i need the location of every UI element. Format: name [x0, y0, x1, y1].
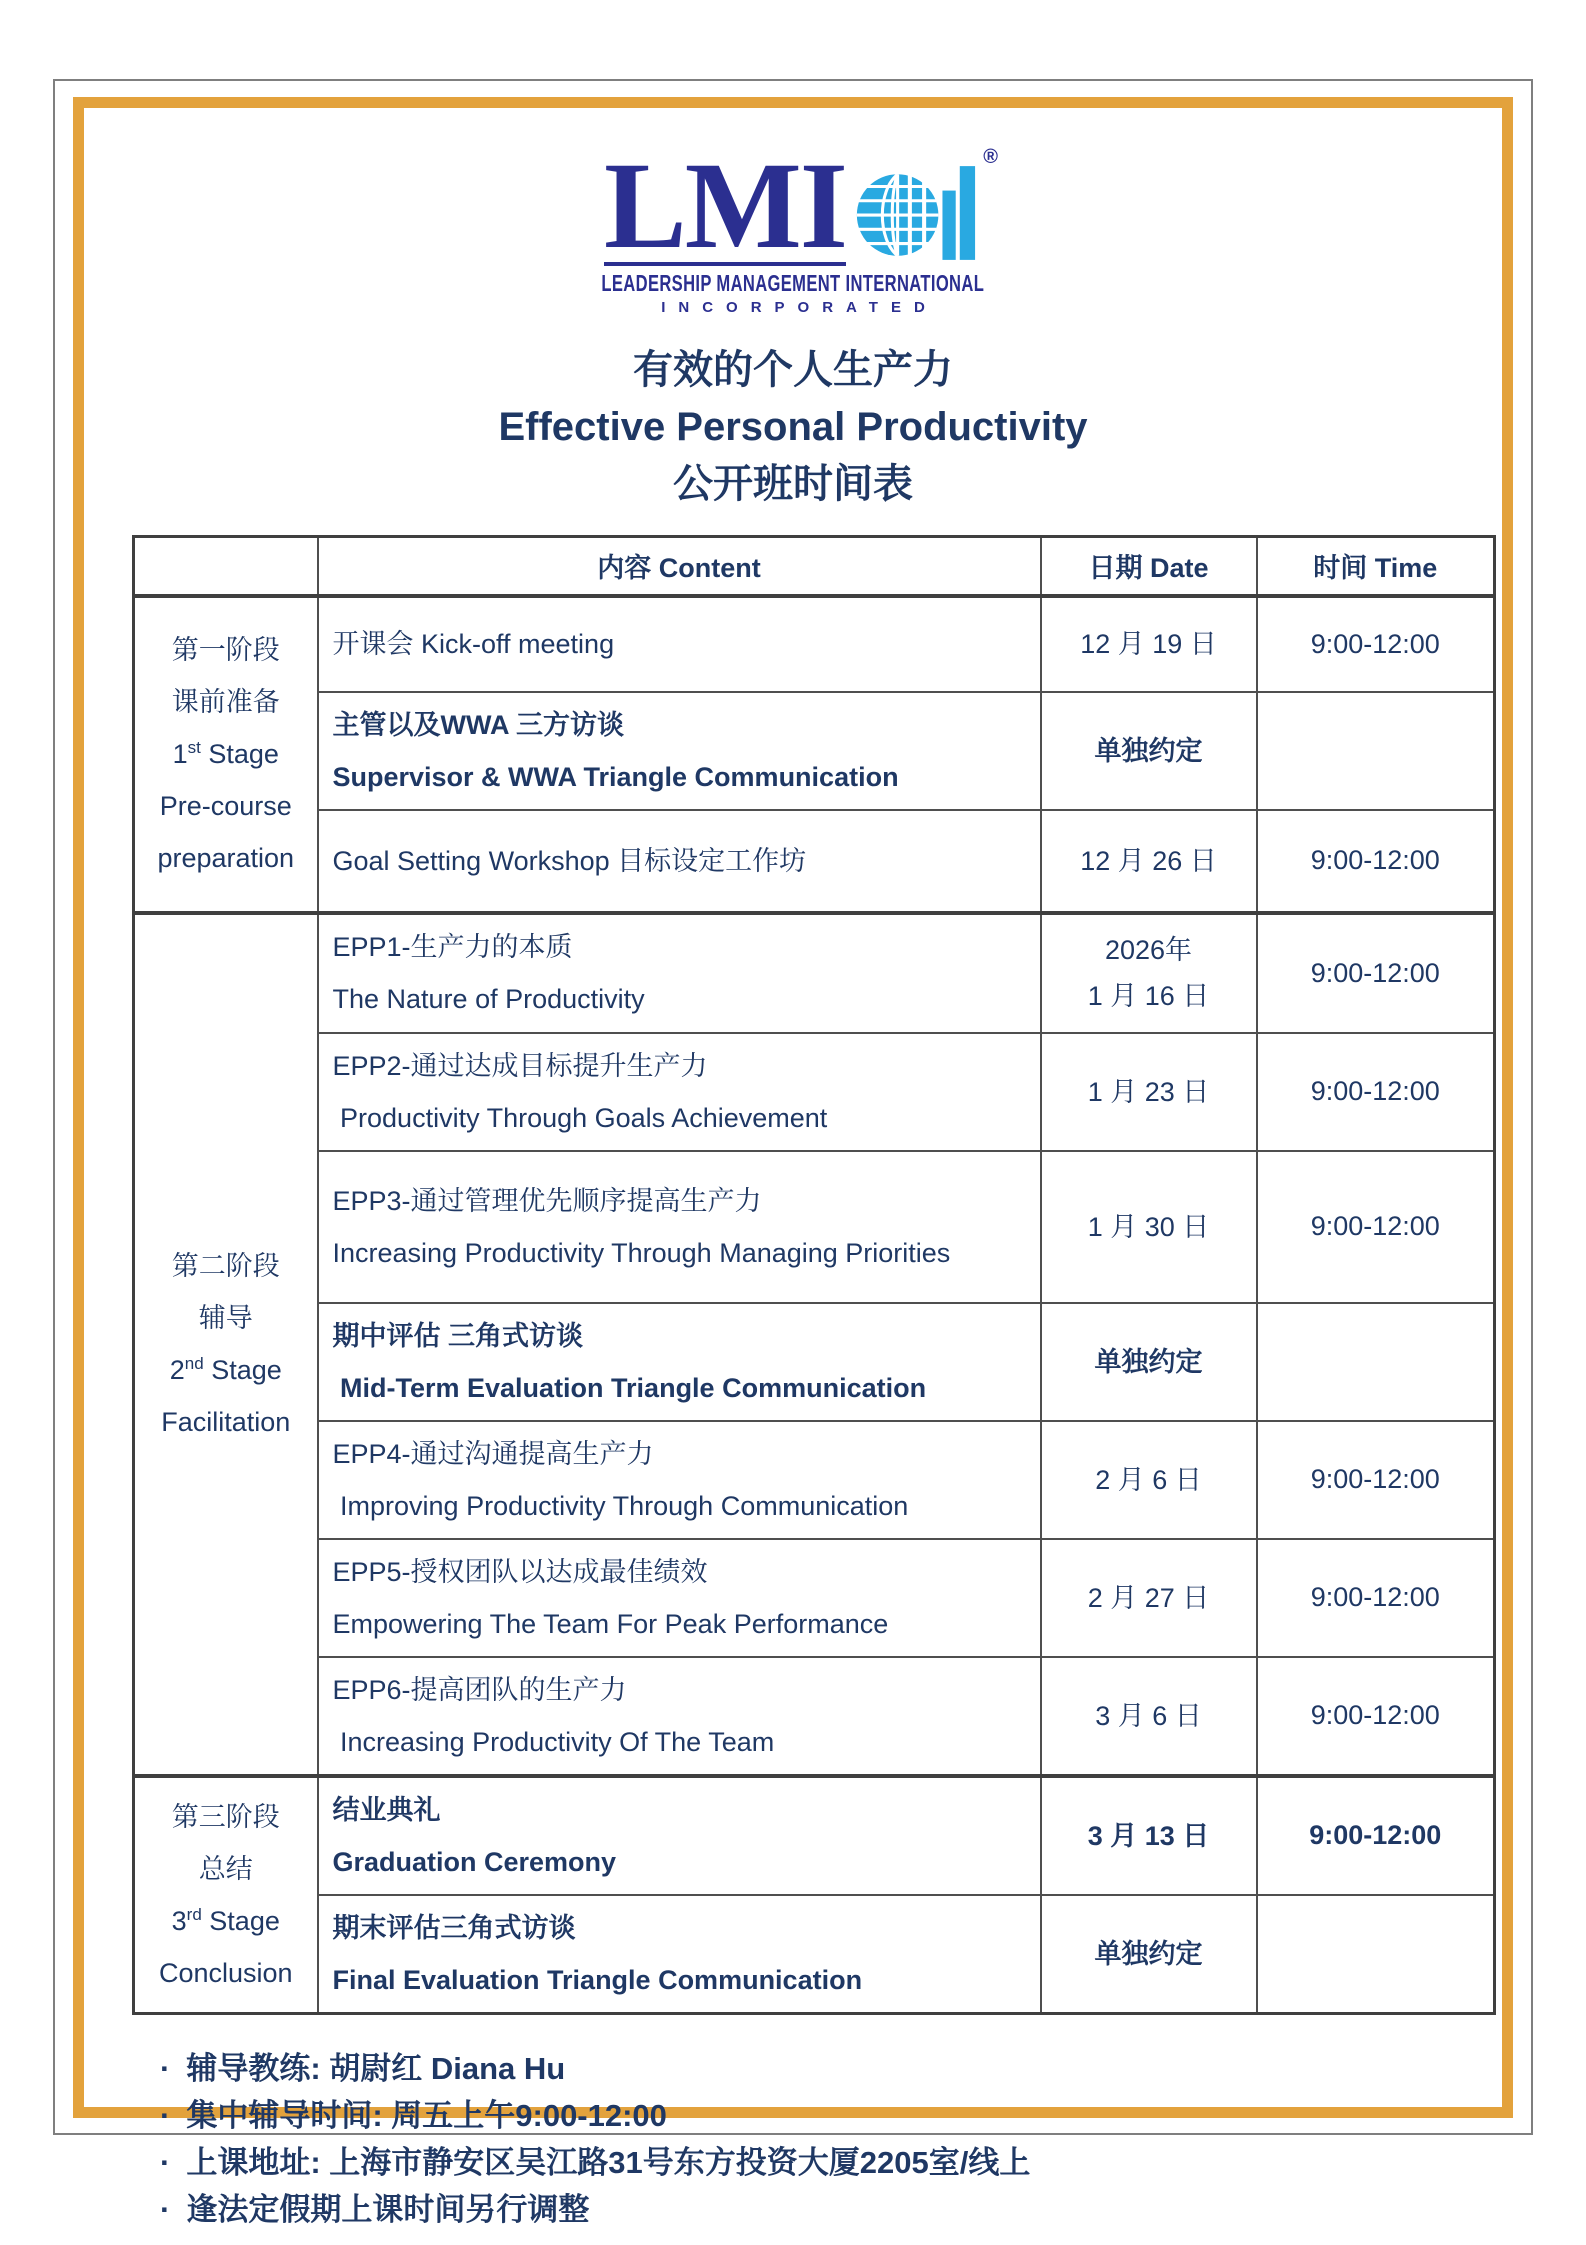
date-cell: 单独约定 [1041, 1895, 1257, 2014]
note-holiday: · 逢法定假期上课时间另行调整 [160, 2186, 1502, 2233]
time-cell: 9:00-12:00 [1257, 1421, 1495, 1539]
date-cell: 2 月 27 日 [1041, 1539, 1257, 1657]
logo-company-name: LEADERSHIP MANAGEMENT INTERNATIONAL [601, 270, 985, 296]
header-content: 内容 Content [318, 537, 1041, 596]
note-address: · 上课地址: 上海市静安区吴江路31号东方投资大厦2205室/线上 [160, 2139, 1502, 2186]
document-title [84, 342, 1502, 513]
lmi-logo [84, 137, 1502, 316]
table-row [134, 913, 1495, 1033]
content-cell: 主管以及WWA 三方访谈 Supervisor & WWA Triangle Communication [318, 692, 1041, 810]
title-en: Effective Personal Productivity [498, 405, 1088, 449]
date-cell: 1 月 23 日 [1041, 1033, 1257, 1151]
time-cell: 9:00-12:00 [1257, 1151, 1495, 1303]
lmi-logo-top [604, 137, 998, 274]
table-row [134, 1895, 1495, 2014]
title-subtitle-zh: 公开班时间表 [673, 462, 913, 506]
footer-notes [84, 2045, 1502, 2233]
stage-3-cell: 第三阶段 总结 3rd Stage Conclusion [134, 1776, 318, 2014]
logo-incorporated: INCORPORATED [661, 299, 938, 316]
content-cell: EPP2-通过达成目标提升生产力 Productivity Through Goals Achievement [318, 1033, 1041, 1151]
table-row [134, 1033, 1495, 1151]
table-row [134, 596, 1495, 692]
time-cell [1257, 1303, 1495, 1421]
time-cell: 9:00-12:00 [1257, 1657, 1495, 1776]
header-time: 时间 Time [1257, 537, 1495, 596]
time-cell: 9:00-12:00 [1257, 913, 1495, 1033]
date-cell: 1 月 30 日 [1041, 1151, 1257, 1303]
globe-bars-icon [854, 160, 982, 266]
table-row [134, 1776, 1495, 1895]
date-cell: 单独约定 [1041, 1303, 1257, 1421]
time-cell: 9:00-12:00 [1257, 1776, 1495, 1895]
title-zh: 有效的个人生产力 [633, 348, 953, 392]
time-cell: 9:00-12:00 [1257, 596, 1495, 692]
table-row [134, 1657, 1495, 1776]
stage-1-cell: 第一阶段 课前准备 1st Stage Pre-course preparation [134, 596, 318, 913]
table-header-row [134, 537, 1495, 596]
note-coach: · 辅导教练: 胡尉红 Diana Hu [160, 2045, 1502, 2092]
bullet-icon: · [160, 2097, 171, 2133]
date-cell: 单独约定 [1041, 692, 1257, 810]
content-cell: EPP6-提高团队的生产力 Increasing Productivity Of The Team [318, 1657, 1041, 1776]
registered-trademark-icon: ® [983, 146, 998, 168]
schedule-table [132, 535, 1496, 2015]
content-cell: EPP5-授权团队以达成最佳绩效 Empowering The Team For Peak Performance [318, 1539, 1041, 1657]
time-cell [1257, 1895, 1495, 2014]
table-row [134, 1539, 1495, 1657]
table-row [134, 1421, 1495, 1539]
header-date: 日期 Date [1041, 537, 1257, 596]
header-stage [134, 537, 318, 596]
table-row [134, 1303, 1495, 1421]
time-cell [1257, 692, 1495, 810]
content-cell: Goal Setting Workshop 目标设定工作坊 [318, 810, 1041, 913]
content-cell: 期末评估三角式访谈 Final Evaluation Triangle Communication [318, 1895, 1041, 2014]
date-cell: 3 月 6 日 [1041, 1657, 1257, 1776]
lmi-wordmark: LMI [604, 137, 846, 274]
date-cell: 12 月 19 日 [1041, 596, 1257, 692]
page-content [84, 108, 1502, 2233]
content-cell: EPP3-通过管理优先顺序提高生产力 Increasing Productivity Through Managing Priorities [318, 1151, 1041, 1303]
bullet-icon: · [160, 2191, 171, 2227]
content-cell: 期中评估 三角式访谈 Mid-Term Evaluation Triangle Communication [318, 1303, 1041, 1421]
bullet-icon: · [160, 2144, 171, 2180]
bullet-icon: · [160, 2050, 171, 2086]
time-cell: 9:00-12:00 [1257, 1033, 1495, 1151]
time-cell: 9:00-12:00 [1257, 1539, 1495, 1657]
table-row [134, 1151, 1495, 1303]
note-coaching-time: · 集中辅导时间: 周五上午9:00-12:00 [160, 2092, 1502, 2139]
date-cell: 12 月 26 日 [1041, 810, 1257, 913]
content-cell: EPP4-通过沟通提高生产力 Improving Productivity Through Communication [318, 1421, 1041, 1539]
date-cell: 2 月 6 日 [1041, 1421, 1257, 1539]
content-cell: 开课会 Kick-off meeting [318, 596, 1041, 692]
content-cell: EPP1-生产力的本质 The Nature of Productivity [318, 913, 1041, 1033]
date-cell: 2026年 1 月 16 日 [1041, 913, 1257, 1033]
stage-2-cell: 第二阶段 辅导 2nd Stage Facilitation [134, 913, 318, 1776]
date-cell: 3 月 13 日 [1041, 1776, 1257, 1895]
time-cell: 9:00-12:00 [1257, 810, 1495, 913]
table-row [134, 692, 1495, 810]
table-row [134, 810, 1495, 913]
content-cell: 结业典礼 Graduation Ceremony [318, 1776, 1041, 1895]
